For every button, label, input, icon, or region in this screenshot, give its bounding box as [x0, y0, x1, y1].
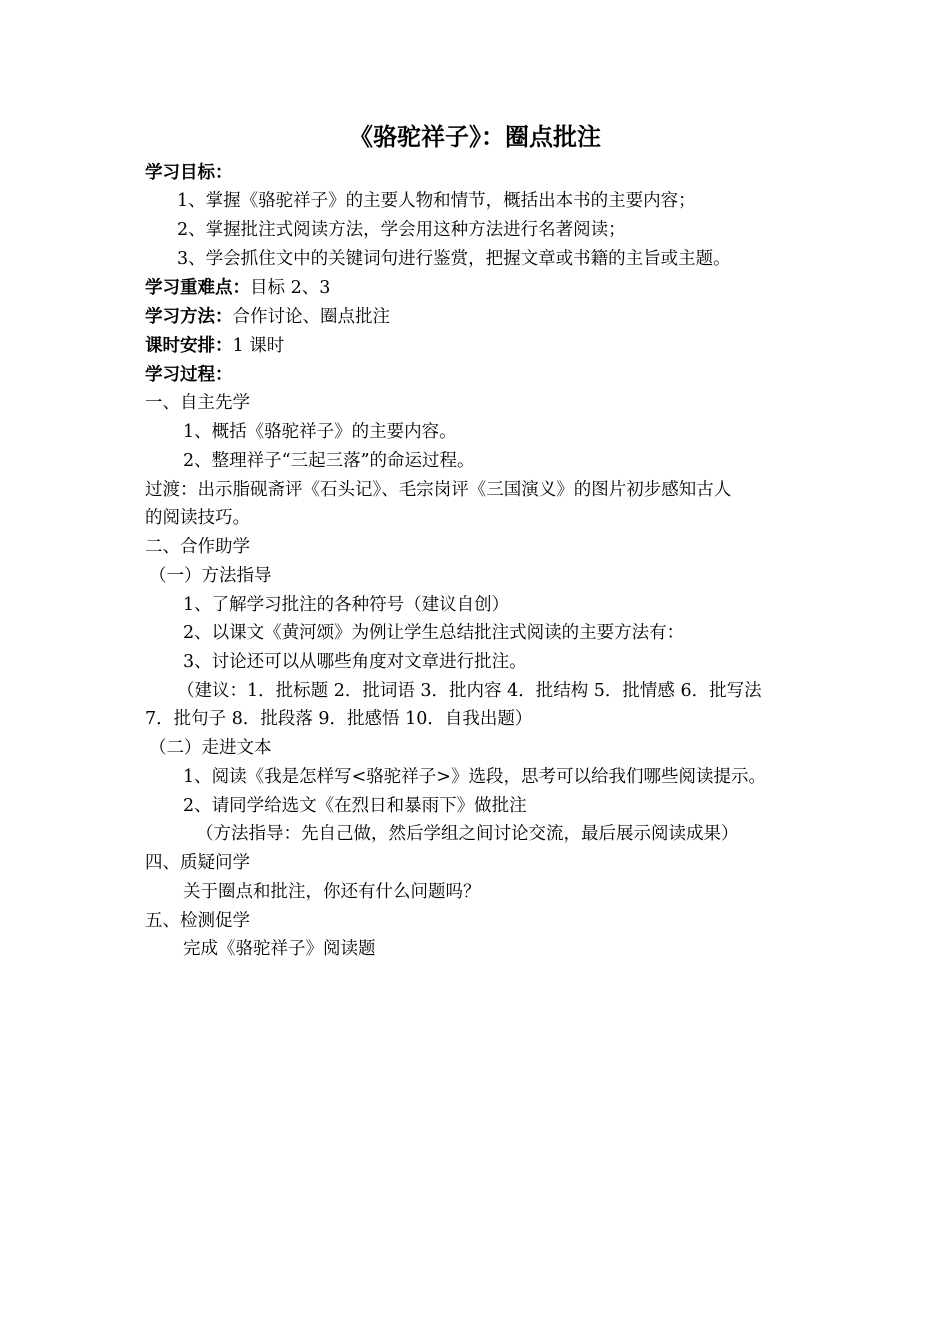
keypoints-label: 学习重难点： [145, 278, 250, 298]
method-label: 学习方法： [145, 307, 233, 327]
section-1-item-1: 1、概括《骆驼祥子》的主要内容。 [183, 422, 457, 442]
goal-item-3: 3、学会抓住文中的关键词句进行鉴赏，把握文章或书籍的主旨或主题。 [177, 249, 731, 269]
subsection-2-item-2: 2、请同学给选文《在烈日和暴雨下》做批注 [183, 796, 527, 816]
subsection-1-item-2: 2、以课文《黄河颂》为例让学生总结批注式阅读的主要方法有： [183, 623, 685, 643]
subsection-2-item-1: 1、阅读《我是怎样写<骆驼祥子>》选段，思考可以给我们哪些阅读提示。 [183, 767, 766, 787]
keypoints-line [0, 276, 950, 300]
subsection-1-heading: （一）方法指导 [149, 566, 272, 586]
goal-item-2: 2、掌握批注式阅读方法，学会用这种方法进行名著阅读； [177, 220, 626, 240]
section-1-heading: 一、自主先学 [145, 393, 250, 413]
goal-item-1: 1、掌握《骆驼祥子》的主要人物和情节，概括出本书的主要内容； [177, 191, 696, 211]
schedule-line [0, 334, 950, 358]
method-value: 合作讨论、圈点批注 [232, 307, 390, 327]
section-1-item-2: 2、整理祥子“三起三落”的命运过程。 [183, 451, 475, 471]
schedule-value: 1 课时 [232, 336, 285, 356]
goals-heading: 学习目标： [145, 163, 233, 183]
section-2-heading: 二、合作助学 [145, 537, 250, 557]
transition-line-2: 的阅读技巧。 [145, 508, 250, 528]
section-5-heading: 五、检测促学 [145, 911, 250, 931]
subsection-2-heading: （二）走进文本 [149, 738, 272, 758]
subsection-1-item-3: 3、讨论还可以从哪些角度对文章进行批注。 [183, 652, 527, 672]
section-5-text: 完成《骆驼祥子》阅读题 [183, 939, 376, 959]
method-line [0, 305, 950, 329]
section-4-heading: 四、质疑问学 [145, 853, 250, 873]
schedule-label: 课时安排： [145, 336, 233, 356]
subsection-2-note: （方法指导：先自己做，然后学组之间讨论交流，最后展示阅读成果） [196, 824, 739, 844]
suggestion-line-2: 7．批句子 8．批段落 9．批感悟 10．自我出题） [145, 709, 533, 729]
keypoints-value: 目标 2、3 [250, 278, 331, 298]
suggestion-line-1: （建议：1．批标题 2．批词语 3．批内容 4．批结构 5．批情感 6．批写法 [177, 681, 762, 701]
process-heading: 学习过程： [145, 365, 233, 385]
section-4-text: 关于圈点和批注，你还有什么问题吗？ [183, 882, 481, 902]
transition-line-1: 过渡：出示脂砚斋评《石头记》、毛宗岗评《三国演义》的图片初步感知古人 [145, 480, 732, 500]
subsection-1-item-1: 1、了解学习批注的各种符号（建议自创） [183, 595, 510, 615]
document-title: 《骆驼祥子》：圈点批注 [349, 123, 601, 151]
